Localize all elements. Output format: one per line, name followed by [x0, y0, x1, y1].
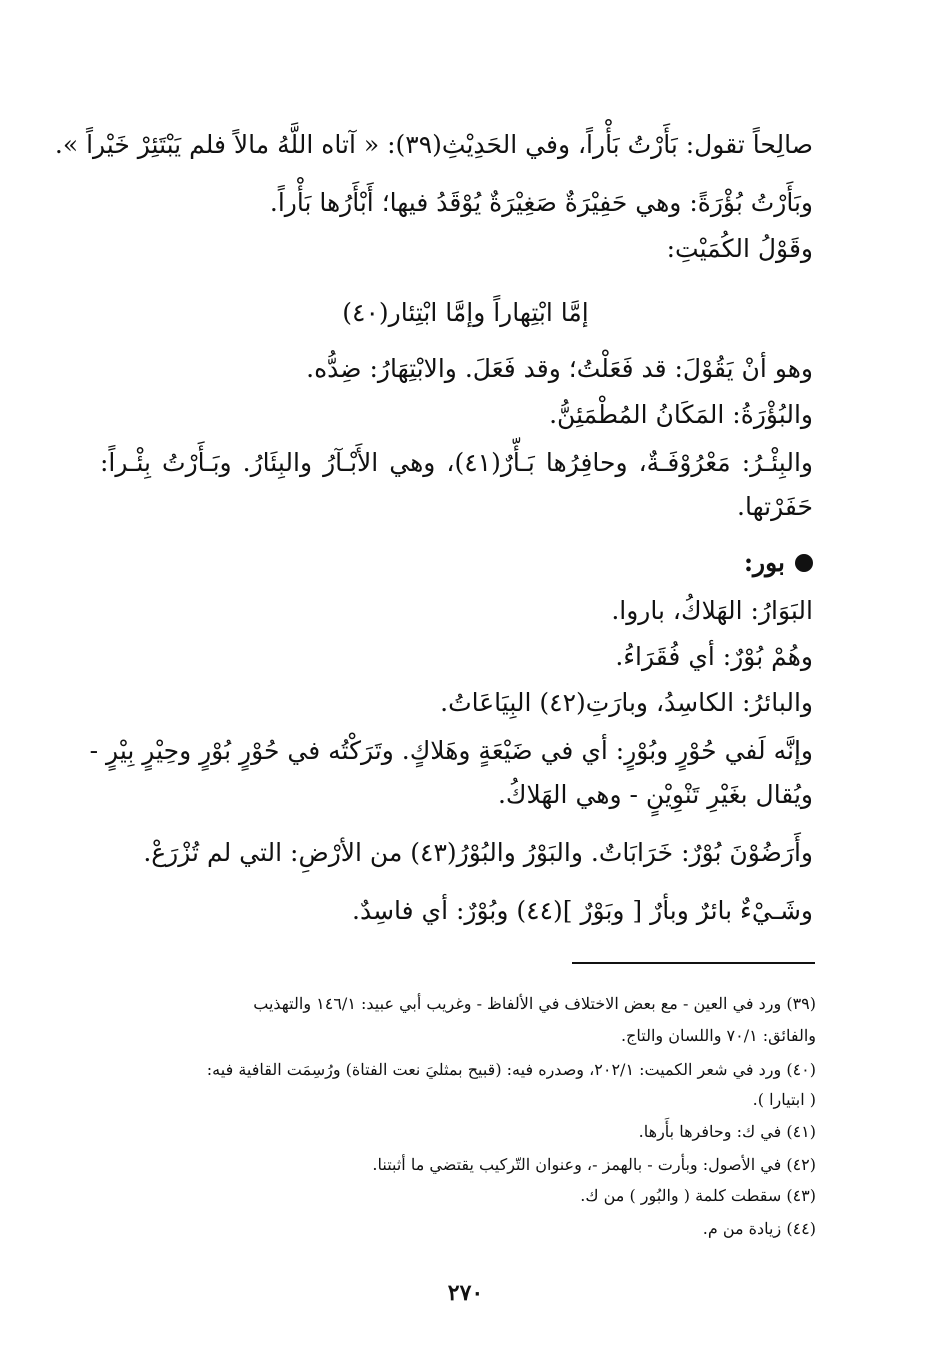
body-line-13: وأَرَضُوْنَ بُوْرٌ: خَرَابَاتٌ. والبَوْرُ والبُوْرُ(٤٣) من الأرْضِ: التي لم تُزْرَعْ.: [143, 838, 813, 867]
body-line-12: ويُقال بغَيْرِ تَنْوِيْنٍ - وهي الهَلاكُ.: [497, 780, 813, 809]
body-line-14: وشَـيْءٌ بائرٌ وبأرٌ [ وبَوْرٌ ](٤٤) وبُوْرٌ: أي فاسِدٌ.: [352, 896, 813, 925]
footnote-line-5: (٤١) في ك: وحافرها بأَرها.: [638, 1122, 816, 1141]
footnote-line-4: ( ابتيارا ).: [752, 1090, 816, 1109]
footnote-line-1: (٣٩) ورد في العين - مع بعض الاختلاف في الألفاظ - وغريب أبي عبيد: ١٤٦/١ والتهذيب: [253, 994, 816, 1013]
body-line-8: البَوَارُ: الهَلاكُ، باروا.: [611, 596, 813, 625]
body-line-2: وبَأَرْتُ بُؤْرَةً: وهي حَفِيْرَةٌ صَغِيْرَةٌ يُوْقَدُ فيها؛ أَبْأَرُها بَأْراً.: [269, 188, 813, 217]
body-line-3: وقَوْلُ الكُمَيْتِ:: [666, 234, 813, 263]
body-line-9: وهُمْ بُوْرٌ: أي فُقَرَاءُ.: [615, 642, 813, 671]
entry-heading: [744, 546, 813, 580]
footnote-line-3: (٤٠) ورد في شعر الكميت: ٢٠٢/١، وصدره فيه: (قبيح بمثليَ نعت الفتاة) ورُسِمَت القافية فيه:: [206, 1060, 816, 1079]
body-line-7: حَفَرْتها.: [737, 492, 813, 521]
verse-line: إمَّا ابْتِهاراً وإمَّا ابْتِئار(٤٠): [342, 298, 589, 327]
body-line-6: والبِئْـرُ: مَعْرُوْفَـةٌ، وحافِرُها بَـأّرٌ(٤١)، وهي الأَبْـآرُ والبِئَارُ. وبَـأَرْتُ بِئْـراً:: [100, 448, 813, 477]
body-line-11: وإنَّه لَفي حُوْرٍ وبُوْرٍ: أي في ضَيْعَةٍ وهَلاكٍ. وتَرَكْتُه في حُوْرٍ بُوْرٍ وحِيْرٍ بِيْرٍ -: [89, 736, 813, 765]
footnote-line-6: (٤٢) في الأصول: وبأرت - بالهمز -، وعنوان التّركيب يقتضي ما أثبتنا.: [372, 1155, 816, 1174]
body-line-1: صالِحاً تقول: بَأَرْتُ بَأْراً، وفي الحَدِيْثِ(٣٩): « آتاه اللَّهُ مالاً فلم يَبْتَئِرْ خَيْراً ».: [54, 130, 813, 159]
footnote-line-2: والفائق: ٧٠/١ واللسان والتاج.: [620, 1026, 816, 1045]
bullet-icon: [795, 554, 813, 572]
body-line-4: وهو أنْ يَقُوْلَ: قد فَعَلْتُ؛ وقد فَعَلَ. والابْتِهَارُ: ضِدُّه.: [306, 354, 813, 383]
body-line-5: والبُؤْرَةُ: المَكَانُ المُطْمَئِنُّ.: [549, 400, 813, 429]
body-line-10: والبائرُ: الكاسِدُ، وبارَتِ(٤٢) البِيَاعَاتُ.: [440, 688, 813, 717]
page-number: ٢٧٠: [447, 1280, 484, 1306]
footnote-line-8: (٤٤) زيادة من م.: [702, 1219, 816, 1238]
entry-heading-text: بور:: [743, 548, 785, 577]
footnote-line-7: (٤٣) سقطت كلمة ( والبُور ) من ك.: [580, 1186, 816, 1205]
footnote-divider: [572, 962, 815, 964]
